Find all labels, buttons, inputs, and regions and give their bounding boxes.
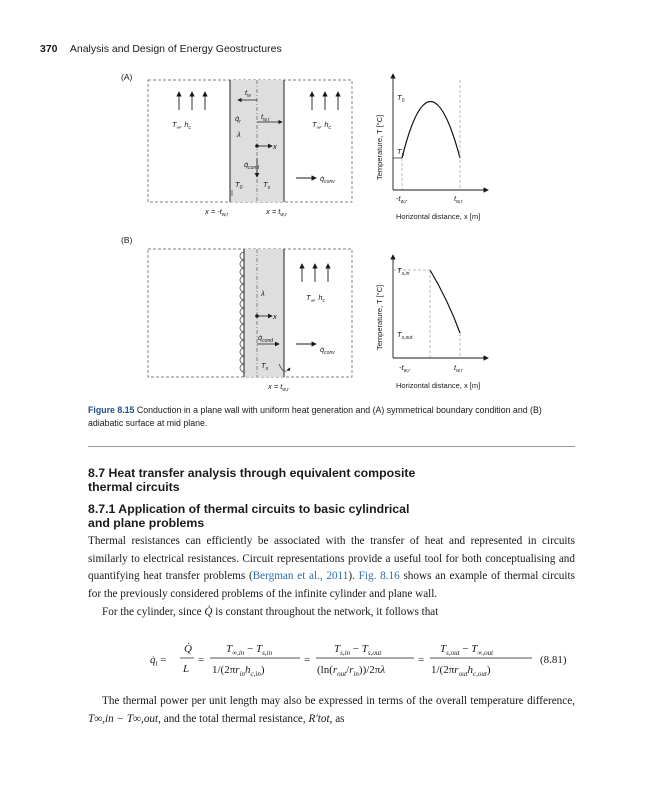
figure-caption-text: Conduction in a plane wall with uniform heat generation and (A) symmetrical boundary condition and (B) adiabatic surface at mid plane.	[88, 405, 542, 428]
equation-8-81-svg	[88, 636, 575, 682]
book-title: Analysis and Design of Energy Geostructures	[69, 43, 282, 55]
eq-term1-den: L	[183, 663, 190, 675]
panel-b-graph-ylabel: Temperature, T [°C]	[375, 284, 384, 350]
panel-a-twr-label: $t_{w,r}$	[261, 112, 270, 123]
eq-eq-2: =	[304, 654, 311, 666]
panel-b-flow-arrows	[302, 264, 328, 282]
paragraph-3-symbol-deltaT: T∞,in − T∞,out	[88, 712, 159, 725]
figure-caption	[88, 404, 568, 430]
panel-a-Ts: $T_s$	[263, 180, 271, 191]
paragraph-3-symbol-Rtot: R′tot	[308, 712, 330, 725]
panel-b-graph-xneg: $-t_{w,r}$	[399, 363, 410, 374]
panel-b-graph	[375, 255, 488, 390]
panel-b-qcond-label: $q̇_{cond}$	[258, 333, 274, 344]
panel-b-temperature-curve	[430, 270, 460, 333]
panel-a-qcond-label: $q̇_{cond}$	[244, 160, 260, 171]
eq-term3-num: $T_{s,in} - T_{s,out}$	[334, 643, 382, 657]
panel-b-qconv-label: $q̇_{conv}$	[320, 345, 335, 356]
panel-b-graph-xlabel: Horizontal distance, x [m]	[396, 381, 481, 390]
section-heading-8-7	[88, 466, 415, 494]
panel-a-xneg-label: $x = -t_{w,r}$	[205, 207, 229, 218]
panel-b-fluid: $T_\infty$, $h_c$	[306, 293, 326, 304]
equation-8-81	[88, 636, 575, 682]
panel-a-graph	[375, 74, 488, 221]
equation-number: (8.81)	[540, 654, 567, 666]
eq-term2-num: $T_{\infty,in} - T_{s,in}$	[226, 643, 273, 657]
panel-a-label: (A)	[121, 72, 133, 82]
eq-lhs: $q̇_l$ =	[150, 654, 167, 668]
figure-link-8-16[interactable]: Fig. 8.16	[358, 570, 400, 583]
panel-a-lambda: λ	[237, 130, 241, 139]
panel-a-qconv-label: $q̇_{conv}$	[320, 174, 335, 185]
panel-b-wall	[244, 249, 284, 377]
section-heading-8-7-1-line1: 8.7.1 Application of thermal circuits to basic cylindrical	[88, 502, 410, 516]
section-heading-8-7-line1: 8.7 Heat transfer analysis through equivalent composite	[88, 466, 416, 480]
section-heading-8-7-1-line2: and plane problems	[88, 516, 205, 530]
eq-term4-den: $1/(2\pi r_{out}h_{c,out})$	[431, 664, 491, 678]
panel-a-xpos-label: $x = t_{w,r}$	[266, 207, 287, 218]
eq-term3-den: $(\ln(r_{out}/r_{in}))/2\pi\lambda$	[317, 664, 386, 678]
panel-a-graph-xneg: $-t_{w,r}$	[396, 194, 407, 205]
paragraph-1	[88, 533, 575, 603]
panel-b-xpos-label: $x = t_{w,r}$	[268, 382, 289, 393]
panel-a-left-flow-arrows	[179, 92, 205, 110]
page-number: 370	[40, 43, 58, 55]
panel-b-origin	[255, 314, 259, 318]
panel-a-graph-xpos: $t_{w,r}$	[454, 194, 463, 205]
eq-term2-den: $1/(2\pi r_{in}h_{c,in})$	[212, 664, 265, 678]
panel-a-fluid-left: $T_\infty$, $h_c$	[172, 120, 192, 131]
panel-b-graph-Tsout: $T_{s,out}$	[397, 330, 413, 341]
paragraph-1-text-c: shows an example of thermal circuits for the previously considered problems of the infinite cylinder and plane wall.	[88, 570, 575, 600]
paragraph-3	[88, 693, 575, 728]
panel-a-temperature-curve	[402, 102, 460, 159]
paragraph-3-text-c: , as	[329, 712, 345, 725]
panel-b-Ts: $T_s$	[261, 361, 269, 372]
citation-link-bergman[interactable]: Bergman et al., 2011	[252, 570, 349, 583]
eq-eq-3: =	[418, 654, 425, 666]
eq-eq-1: =	[198, 654, 205, 666]
panel-b-lambda: λ	[261, 289, 265, 298]
paragraph-2	[88, 604, 575, 622]
panel-a-origin	[255, 144, 259, 148]
eq-term4-num: $T_{s,out} - T_{\infty,out}$	[440, 643, 494, 657]
panel-a-right-flow-arrows	[312, 92, 338, 110]
section-heading-8-7-1	[88, 502, 409, 530]
paragraph-1-text-a: Thermal resistances can efficiently be associated with the transfer of heat and represented in circuits similarly to electrical resistances. Circuit representations provide a useful tool for both conceptualising and quantifying heat transfer problems (	[88, 535, 575, 583]
paragraph-1-text-b: ).	[348, 570, 359, 583]
figure-caption-label: Figure 8.15	[88, 405, 135, 415]
paragraph-2-text-b: is constant throughout the network, it follows that	[212, 606, 439, 618]
panel-b-x-label: x	[273, 312, 277, 321]
panel-a-T0: $T_0$	[235, 180, 243, 191]
paragraph-2-symbol-q: Q̇	[204, 606, 213, 618]
panel-b-graph-xpos: $t_{w,r}$	[454, 363, 463, 374]
section-heading-8-7-line2: thermal circuits	[88, 480, 180, 494]
panel-b-label: (B)	[121, 235, 133, 245]
caption-rule	[88, 446, 575, 447]
panel-a-fluid-right: $T_\infty$, $h_c$	[312, 120, 332, 131]
panel-a-qr-label: $q̇_r$	[235, 114, 241, 125]
panel-a-graph-Ts: $T_s$	[397, 147, 405, 158]
paragraph-3-text-a: The thermal power per unit length may also be expressed in terms of the overall temperature difference,	[102, 695, 575, 707]
eq-term1-num: Q̇	[184, 643, 192, 655]
panel-a-tw-label: $t_w$	[245, 88, 251, 99]
panel-a-graph-ylabel: Temperature, T [°C]	[375, 114, 384, 180]
paragraph-2-text-a: For the cylinder, since	[102, 606, 205, 618]
panel-b-insulation	[240, 252, 244, 372]
panel-a-graph-T0: $T_0$	[397, 93, 405, 104]
panel-a-graph-xlabel: Horizontal distance, x [m]	[396, 212, 481, 221]
panel-b-graph-Tsin: $T_{s,in}$	[397, 266, 410, 277]
panel-a-x-label: x	[273, 142, 277, 151]
paragraph-3-text-b: , and the total thermal resistance,	[158, 712, 309, 725]
